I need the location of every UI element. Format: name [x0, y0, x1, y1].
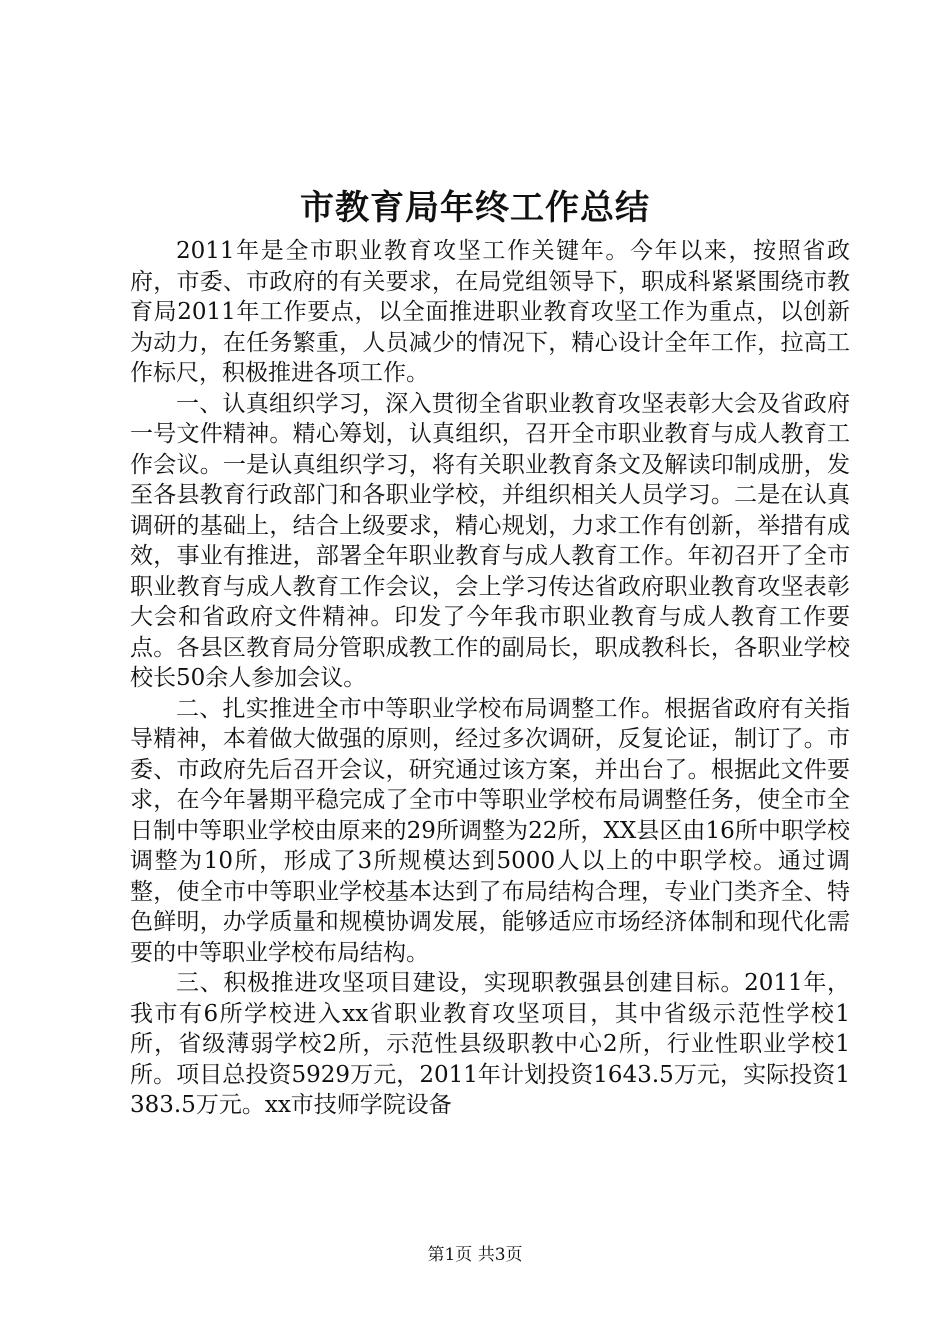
document-body	[130, 236, 850, 1121]
document-title: 市教育局年终工作总结	[300, 188, 650, 228]
paragraph-section-2: 二、扎实推进全市中等职业学校布局调整工作。根据省政府有关指导精神，本着做大做强的原则，经过多次调研，反复论证，制订了。市委、市政府先后召开会议，研究通过该方案，并出台了。根据此文件要求，在今年暑期平稳完成了全市中等职业学校布局调整任务，使全市全日制中等职业学校由原来的29所调整为22所，XX县区由16所中职学校调整为10所，形成了3所规模达到5000人以上的中职学校。通过调整，使全市中等职业学校基本达到了布局结构合理，专业门类齐全、特色鲜明，办学质量和规模协调发展，能够适应市场经济体制和现代化需要的中等职业学校布局结构。	[130, 695, 850, 966]
paragraph-section-3: 三、积极推进攻坚项目建设，实现职教强县创建目标。2011年，我市有6所学校进入xx省职业教育攻坚项目，其中省级示范性学校1所，省级薄弱学校2所，示范性县级职教中心2所，行业性职业学校1所。项目总投资5929万元，2011年计划投资1643.5万元，实际投资1383.5万元。xx市技师学院设备	[130, 970, 850, 1118]
paragraph-section-1: 一、认真组织学习，深入贯彻全省职业教育攻坚表彰大会及省政府一号文件精神。精心筹划，认真组织，召开全市职业教育与成人教育工作会议。一是认真组织学习，将有关职业教育条文及解读印制成册，发至各县教育行政部门和各职业学校，并组织相关人员学习。二是在认真调研的基础上，结合上级要求，精心规划，力求工作有创新，举措有成效，事业有推进，部署全年职业教育与成人教育工作。年初召开了全市职业教育与成人教育工作会议，会上学习传达省政府职业教育攻坚表彰大会和省政府文件精神。印发了今年我市职业教育与成人教育工作要点。各县区教育局分管职成教工作的副局长，职成教科长，各职业学校校长50余人参加会议。	[130, 390, 850, 691]
page-footer: 第1页 共3页	[427, 1245, 523, 1265]
paragraph-intro: 2011年是全市职业教育攻坚工作关键年。今年以来，按照省政府，市委、市政府的有关要求，在局党组领导下，职成科紧紧围绕市教育局2011年工作要点，以全面推进职业教育攻坚工作为重点，以创新为动力，在任务繁重，人员减少的情况下，精心设计全年工作，拉高工作标尺，积极推进各项工作。	[130, 238, 850, 386]
